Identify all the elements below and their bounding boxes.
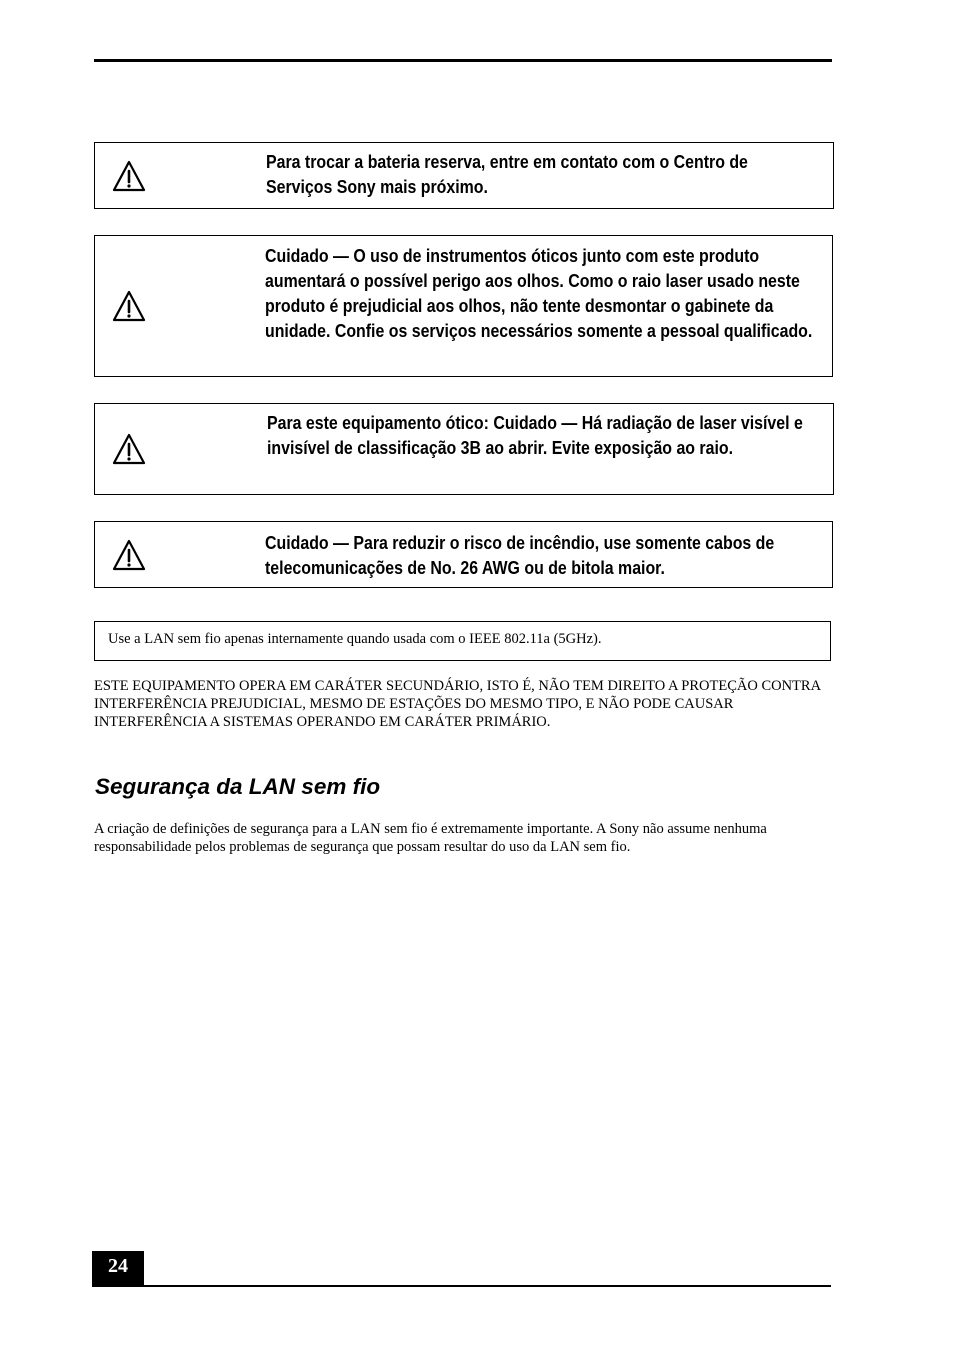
note-box — [94, 621, 831, 661]
bottom-rule — [92, 1285, 831, 1287]
warning-box-battery — [94, 142, 834, 209]
warning-text: Cuidado — O uso de instrumentos óticos junto com este produto aumentará o possível perigo aos olhos. Como o raio laser usado neste produto é prejudicial aos olhos, não tente desmontar o gabinete da unidade. Confie os serviços necessários somente a pessoal qualificado. — [265, 245, 813, 341]
top-rule — [94, 59, 832, 62]
warning-box-optical — [94, 235, 833, 377]
warning-triangle-icon — [111, 432, 147, 466]
warning-triangle-icon — [111, 159, 147, 193]
warning-text: Para este equipamento ótico: Cuidado — Há radiação de laser visível e invisível de classificação 3B ao abrir. Evite exposição ao raio. — [267, 412, 803, 458]
warning-text: Para trocar a bateria reserva, entre em contato com o Centro de Serviços Sony mais próximo. — [266, 151, 748, 197]
section-paragraph: A criação de definições de segurança para a LAN sem fio é extremamente importante. A Sony não assume nenhuma responsabilidade pelos problemas de segurança que possam resultar do uso da LAN sem fio. — [94, 821, 767, 855]
warning-triangle-icon — [111, 289, 147, 323]
warning-box-laser — [94, 403, 834, 495]
regulatory-notice: ESTE EQUIPAMENTO OPERA EM CARÁTER SECUNDÁRIO, ISTO É, NÃO TEM DIREITO A PROTEÇÃO CONTRA INTERFERÊNCIA PREJUDICIAL, MESMO DE ESTAÇÕES DO MESMO TIPO, E NÃO PODE CAUSAR INTERFERÊNCIA A SISTEMAS OPERANDO EM CARÁTER PRIMÁRIO. — [94, 678, 821, 730]
warning-triangle-icon — [111, 538, 147, 572]
page-number: 24 — [108, 1255, 128, 1277]
warning-box-fire — [94, 521, 833, 588]
warning-text: Cuidado — Para reduzir o risco de incêndio, use somente cabos de telecomunicações de No. 26 AWG ou de bitola maior. — [265, 532, 775, 578]
section-heading: Segurança da LAN sem fio — [95, 774, 381, 799]
note-text: Use a LAN sem fio apenas internamente quando usada com o IEEE 802.11a (5GHz). — [108, 631, 602, 647]
page-number-box — [92, 1251, 144, 1287]
